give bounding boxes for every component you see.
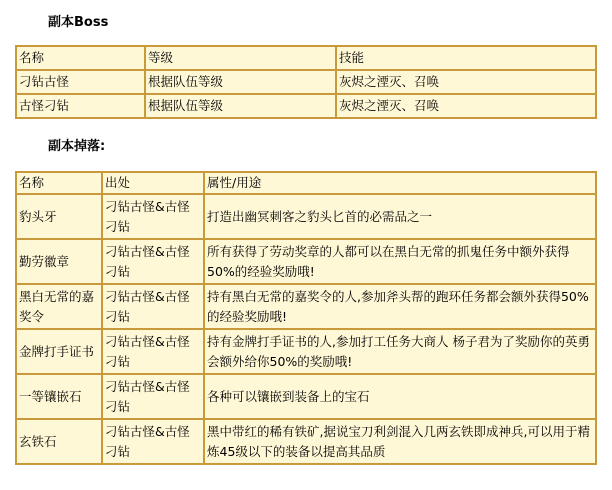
- table-header-row: [17, 47, 595, 69]
- item-usage-cell: 打造出幽冥刺客之豹头匕首的必需品之一: [205, 195, 595, 238]
- table-row: [17, 71, 595, 93]
- item-name-cell: 一等镶嵌石: [17, 375, 101, 418]
- item-name-cell: 豹头牙: [17, 195, 101, 238]
- item-usage-cell: 所有获得了劳动奖章的人都可以在黑白无常的抓鬼任务中额外获得50%的经验奖励哦!: [205, 240, 595, 283]
- item-usage-cell: 各种可以镶嵌到装备上的宝石: [205, 375, 595, 418]
- item-name-cell: 黑白无常的嘉奖令: [17, 285, 101, 328]
- item-name-cell: 金牌打手证书: [17, 330, 101, 373]
- header-cell-name: 名称: [17, 47, 144, 69]
- table-header-row: [17, 173, 595, 193]
- boss-skill-cell: 灰烬之湮灭、召唤: [337, 71, 595, 93]
- item-source-cell: 刁钻古怪&古怪刁钻: [103, 330, 203, 373]
- boss-level-cell: 根据队伍等级: [146, 95, 335, 117]
- item-usage-cell: 持有黑白无常的嘉奖令的人,参加斧头帮的跑环任务都会额外获得50%的经验奖励哦!: [205, 285, 595, 328]
- table-row: [17, 285, 595, 328]
- item-name-cell: 勤劳徽章: [17, 240, 101, 283]
- item-source-cell: 刁钻古怪&古怪刁钻: [103, 375, 203, 418]
- table-row: [17, 95, 595, 117]
- item-usage-cell: 持有金牌打手证书的人,参加打工任务大商人 杨子君为了奖励你的英勇会额外给你50%的奖励哦!: [205, 330, 595, 373]
- drop-table: [15, 171, 597, 465]
- item-source-cell: 刁钻古怪&古怪刁钻: [103, 240, 203, 283]
- boss-name-cell: 刁钻古怪: [17, 71, 144, 93]
- header-cell-usage: 属性/用途: [205, 173, 595, 193]
- table-row: [17, 375, 595, 418]
- table-row: [17, 195, 595, 238]
- boss-name-cell: 古怪刁钻: [17, 95, 144, 117]
- item-source-cell: 刁钻古怪&古怪刁钻: [103, 420, 203, 463]
- table-row: [17, 420, 595, 463]
- header-cell-source: 出处: [103, 173, 203, 193]
- item-source-cell: 刁钻古怪&古怪刁钻: [103, 195, 203, 238]
- boss-table: [15, 45, 597, 119]
- header-cell-level: 等级: [146, 47, 335, 69]
- boss-level-cell: 根据队伍等级: [146, 71, 335, 93]
- header-cell-skill: 技能: [337, 47, 595, 69]
- boss-skill-cell: 灰烬之湮灭、召唤: [337, 95, 595, 117]
- item-name-cell: 玄铁石: [17, 420, 101, 463]
- item-usage-cell: 黑中带红的稀有铁矿,据说宝刀利剑混入几两玄铁即成神兵,可以用于精炼45级以下的装备以提高其品质: [205, 420, 595, 463]
- drop-section-title: 副本掉落:: [48, 139, 106, 154]
- table-row: [17, 240, 595, 283]
- header-cell-name: 名称: [17, 173, 101, 193]
- boss-section-title: 副本Boss: [48, 15, 109, 30]
- table-row: [17, 330, 595, 373]
- item-source-cell: 刁钻古怪&古怪刁钻: [103, 285, 203, 328]
